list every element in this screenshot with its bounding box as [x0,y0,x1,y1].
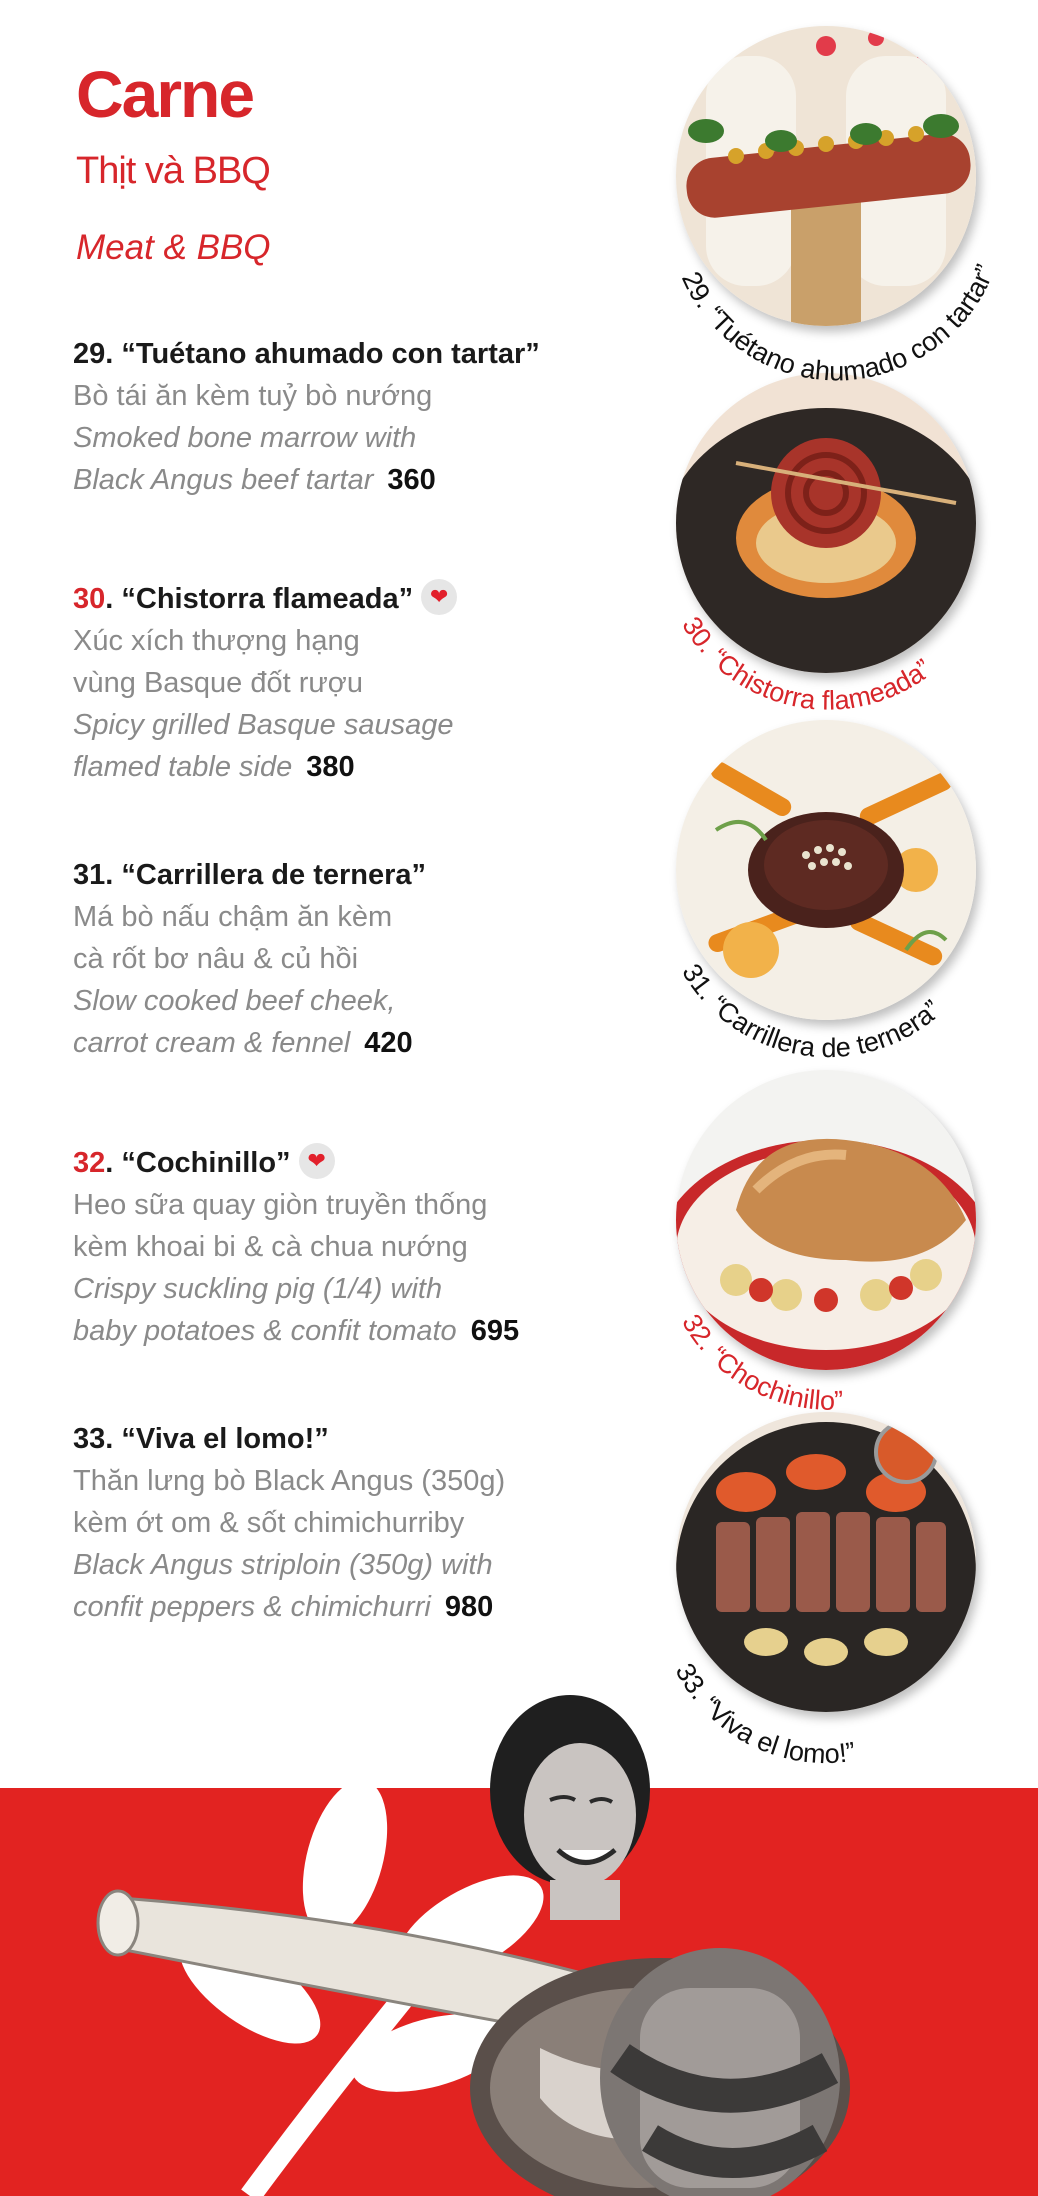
dish-photo-32 [676,1070,976,1370]
plate-caption-31: 31. “Carrillera de ternera” [676,958,947,1064]
menu-item-description-en: Slow cooked beef cheek, [73,985,396,1017]
menu-item-description-en: Black Angus striploin (350g) with [73,1549,493,1581]
plate-caption-29: 29. “Tuétano ahumado con tartar” [676,260,1001,387]
menu-item-description-en: Black Angus beef tartar 360 [73,464,436,496]
menu-item-33 [73,1418,653,1628]
woman-portrait-icon [450,1690,690,1920]
menu-item-price: 420 [364,1027,413,1059]
menu-item-description-en: flamed table side 380 [73,751,355,783]
menu-item-description-en: baby potatoes & confit tomato 695 [73,1315,520,1347]
menu-item-description-en: confit peppers & chimichurri 980 [73,1591,494,1623]
menu-item-description-vi: Xúc xích thượng hạng [73,625,360,657]
menu-item-32 [73,1142,653,1352]
dish-photo-30 [676,373,976,673]
menu-item-price: 380 [306,751,355,783]
menu-item-description-vi: vùng Basque đốt rượu [73,667,363,699]
dish-photo-31 [676,720,976,1020]
heart-icon: ❤ [421,579,457,615]
dish-photo-33 [676,1412,976,1712]
menu-item-description-vi: kèm khoai bi & cà chua nướng [73,1231,468,1263]
menu-item-name: 32. “Cochinillo” ❤ [73,1142,653,1184]
menu-item-31 [73,854,653,1064]
menu-item-description-en: carrot cream & fennel 420 [73,1027,413,1059]
section-subtitle-english: Meat & BBQ [76,228,271,267]
section-subtitle-vietnamese: Thịt và BBQ [76,150,270,192]
menu-item-price: 695 [470,1315,520,1347]
menu-item-description-en: Smoked bone marrow with [73,422,417,454]
menu-item-29 [73,333,653,501]
woman-hugging-meat-illustration [600,1948,840,2196]
menu-item-description-vi: Thăn lưng bò Black Angus (350g) [73,1465,506,1497]
menu-item-description-en: Spicy grilled Basque sausage [73,709,454,741]
menu-item-30 [73,578,653,788]
menu-item-name: 29. “Tuétano ahumado con tartar” [73,338,540,370]
menu-item-description-vi: kèm ớt om & sốt chimichurriby [73,1507,465,1539]
menu-item-name: 31. “Carrillera de ternera” [73,859,427,891]
plate-caption-33: 33. “Viva el lomo!” [669,1658,858,1770]
menu-item-price: 980 [444,1591,494,1623]
menu-item-name: 30. “Chistorra flameada” ❤ [73,578,653,620]
section-title: Carne [76,57,254,131]
menu-item-description-vi: cà rốt bơ nâu & củ hồi [73,943,359,975]
dish-photo-29 [676,26,976,326]
heart-icon: ❤ [299,1143,335,1179]
menu-item-description-vi: Bò tái ăn kèm tuỷ bò nướng [73,380,433,412]
plate-caption-32: 32. “Chochinillo” [676,1309,845,1416]
menu-item-price: 360 [387,464,436,496]
menu-item-description-en: Crispy suckling pig (1/4) with [73,1273,443,1305]
plate-caption-30: 30. “Chistorra flameada” [676,611,938,716]
menu-item-description-vi: Heo sữa quay giòn truyền thống [73,1189,488,1221]
menu-item-description-vi: Má bò nấu chậm ăn kèm [73,901,393,933]
menu-item-name: 33. “Viva el lomo!” [73,1423,329,1455]
